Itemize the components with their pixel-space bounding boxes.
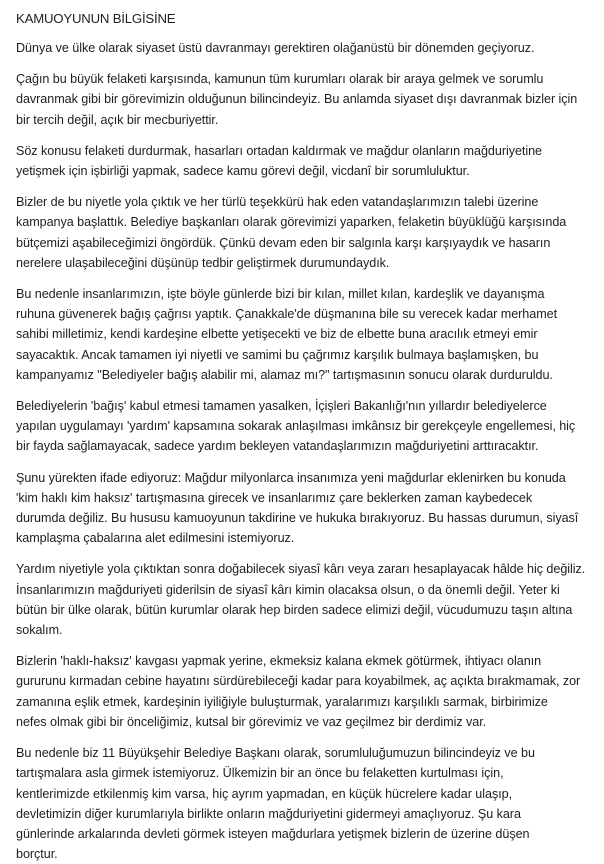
text-line: bir tercih değil, açık bir mecburiyettir. bbox=[16, 112, 219, 127]
text-line: devletimizin diğer kurumlarıyla birlikte onların mağduriyetini gidermeyi amaçlıyoruz. Şu kara bbox=[16, 806, 521, 821]
text-line: nerelere ulaşabileceğini düşünüp tedbir geliştirmek durumundaydık. bbox=[16, 255, 390, 270]
text-line: 'kim haklı kim haksız' tartışmasına girecek ve insanlarımız çare beklerken zaman kaybedecek bbox=[16, 490, 533, 505]
text-line: sokalım. bbox=[16, 623, 63, 638]
paragraph bbox=[16, 284, 592, 385]
text-line: Bizler de bu niyetle yola çıktık ve her türlü teşekkürü hak eden vatandaşlarımızın talebi üzerine bbox=[16, 195, 539, 210]
text-line: Bu nedenle biz 11 Büyükşehir Belediye Başkanı olarak, sorumluluğumuzun bilincindeyiz ve bu bbox=[16, 746, 535, 761]
text-line: borçtur. bbox=[16, 847, 58, 862]
text-line: kamplaşma çabalarına alet edilmesini istemiyoruz. bbox=[16, 531, 295, 546]
text-line: sahibi milletimiz, kendi kardeşine elbette yetişecekti ve biz de elbette buna aracılık etmeyi emir bbox=[16, 327, 538, 342]
text-line: Bizlerin 'haklı-haksız' kavgası yapmak yerine, ekmeksiz kalana ekmek götürmek, ihtiyacı olanın bbox=[16, 654, 542, 669]
text-line: yetişmek için işbirliği yapmak, sadece kamu görevi değil, vicdanî bir sorumluluktur. bbox=[16, 164, 470, 179]
text-line: tartışmalara asla girmek istemiyoruz. Ülkemizin bir an önce bu felaketten kurtulması için, bbox=[16, 766, 504, 781]
text-line: bir fayda sağlamayacak, sadece yardım bekleyen vatandaşlarımızın mağduriyetini arttıracaktır. bbox=[16, 439, 539, 454]
text-line: Söz konusu felaketi durdurmak, hasarları ortadan kaldırmak ve mağdur olanların mağduriyetine bbox=[16, 143, 543, 158]
text-line: bütçemizi aşabileceğimizi öngördük. Çünkü devam eden bir salgınla karşı karşıyaydık ve hasarın bbox=[16, 235, 551, 250]
paragraph bbox=[16, 559, 592, 640]
paragraph bbox=[16, 69, 592, 130]
paragraph bbox=[16, 396, 592, 457]
text-line: yapılan uygulamayı 'yardım' kapsamına sokarak anlaşılması imkânsız bir gerekçeyle engellemesi, hiç bbox=[16, 419, 576, 434]
text-line: kampanyamız "Belediyeler bağış alabilir mi, alamaz mı?" tartışmasının sonucu olarak durduruldu. bbox=[16, 367, 553, 382]
text-line: Belediyelerin 'bağış' kabul etmesi tamamen yasalken, İçişleri Bakanlığı'nın yıllardır belediyelerce bbox=[16, 399, 547, 414]
paragraph bbox=[16, 192, 592, 273]
text-line: bütün bir ülke olarak, bütün kurumlar olarak hep birden sadece elimizi değil, vücudumuzu taşın altına bbox=[16, 602, 573, 617]
text-line: Dünya ve ülke olarak siyaset üstü davranmayı gerektiren olağanüstü bir dönemden geçiyoruz. bbox=[16, 41, 535, 55]
text-line: Yardım niyetiyle yola çıktıktan sonra doğabilecek siyasî kârı veya zararı hesaplayacak hâlde hiç değiliz. bbox=[16, 562, 586, 577]
text-line: durumda değiliz. Bu hususu kamuoyunun takdirine ve hukuka bırakıyoruz. Bu hassas durumun, siyasî bbox=[16, 511, 579, 526]
paragraph bbox=[16, 743, 592, 864]
text-line: Çağın bu büyük felaketi karşısında, kamunun tüm kurumları olarak bir araya gelmek ve sorumlu bbox=[16, 72, 544, 87]
text-line: zamanına eşlik etmek, kardeşinin iyiliğiyle buluşturmak, yaralarımızı karşılıklı sarmak, birbirimize bbox=[16, 694, 548, 709]
text-line: kentlerimizde etkilenmiş kim varsa, hiç ayrım yapmadan, en küçük hücrelere kadar ulaşıp, bbox=[16, 786, 513, 801]
text-line: ruhuna güvenerek bağış çağrısı yaptık. Çanakkale'de düşmanına bile su verecek kadar merhamet bbox=[16, 307, 558, 322]
text-line: Bu nedenle insanlarımızın, işte böyle günlerde bizi bir kılan, millet kılan, kardeşlik ve dayanışma bbox=[16, 287, 545, 302]
text-line: gururunu kırmadan cebine hayatını sürdürebileceği kadar para koyabilmek, aç açıkta bırakmamak, zor bbox=[16, 674, 581, 689]
paragraph bbox=[16, 651, 592, 732]
text-line: İnsanlarımızın mağduriyeti giderilsin de siyasî kârı kimin olacaksa olsun, o da önemli değil. Yeter ki bbox=[16, 582, 560, 597]
paragraph bbox=[16, 141, 592, 181]
text-line: günlerinde arkalarında devleti görmek isteyen mağdurlara yetişmek bizlerin de üzerine düşen bbox=[16, 826, 530, 841]
text-line: nefes olmak gibi bir önceliğimiz, kutsal bir görevimiz ve vaz geçilmez bir derdimiz var. bbox=[16, 714, 487, 729]
text-line: sayacaktık. Ancak tamamen iyi niyetli ve samimi bu çağrımız karşılık bulmaya başlamışken, bu bbox=[16, 347, 539, 362]
document-body bbox=[16, 38, 592, 864]
paragraph bbox=[16, 38, 592, 58]
document-title: KAMUOYUNUN BİLGİSİNE bbox=[16, 11, 176, 26]
text-line: davranmak gibi bir görevimizin olduğunun bilincindeyiz. Bu anlamda siyaset dışı davranmak bizler için bbox=[16, 92, 578, 107]
paragraph bbox=[16, 468, 592, 549]
text-line: kampanya başlattık. Belediye başkanları olarak görevimizi yaparken, felaketin büyüklüğü karşısında bbox=[16, 215, 567, 230]
text-line: Şunu yürekten ifade ediyoruz: Mağdur milyonlarca insanımıza yeni mağdurlar eklenirken bu konuda bbox=[16, 470, 566, 485]
